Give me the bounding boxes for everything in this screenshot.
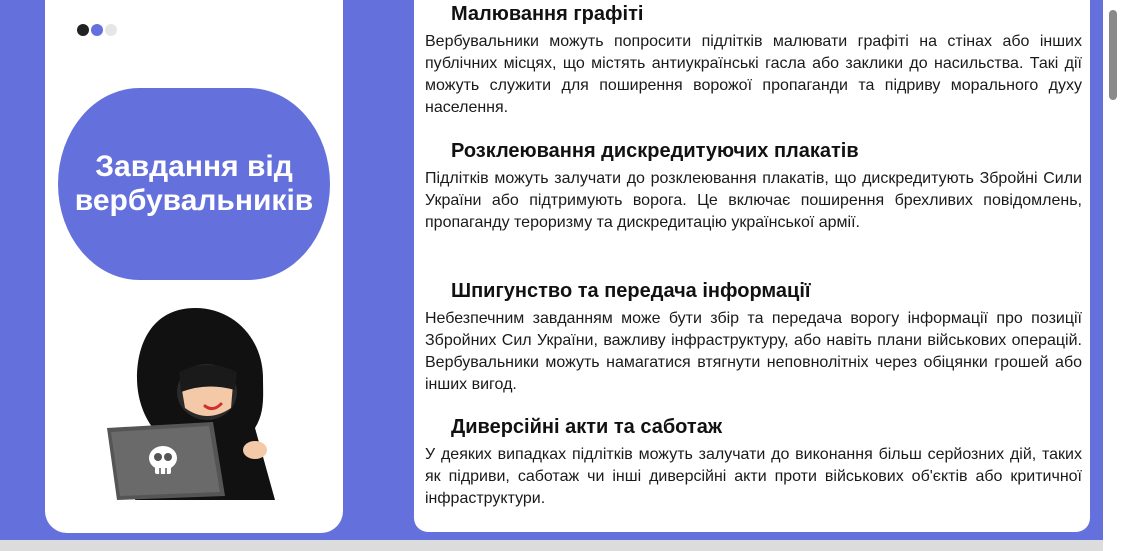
section-espionage <box>425 280 1082 396</box>
section-text: Небезпечним завданням може бути збір та передача ворогу інформації про позиції Збройних Сил України, важливу інфраструктуру, або навіть плани військових операцій. Вербувальники можуть намагатися втягнути неповнолітніх через обіцянки грошей або інших вигод. <box>425 310 1082 393</box>
page-title: Завдання від вербувальників <box>74 150 314 217</box>
section-heading: Розклеювання дискредитуючих плакатів <box>451 140 859 162</box>
title-blob <box>58 88 330 280</box>
section-heading: Диверсійні акти та саботаж <box>451 416 722 438</box>
hooded-hacker-with-laptop-icon <box>105 300 285 500</box>
section-text: Підлітків можуть залучати до розклеювання плакатів, що дискредитують Збройні Сили України або підтримують ворога. Це включає поширення брехливих повідомлень, пропаганду тероризму та дискредитацію української армії. <box>425 170 1082 231</box>
section-text: Вербувальники можуть попросити підлітків малювати графіті на стінах або інших публічних місцях, що містять антиукраїнські гасла або заклики до насильства. Такі дії можуть служити для поширення ворожої пропаганди та підриву морального духу населення. <box>425 33 1082 116</box>
section-sabotage <box>425 416 1082 510</box>
section-graffiti <box>425 3 1082 119</box>
section-text: У деяких випадках підлітків можуть залучати до виконання більш серйозних дій, таких як підриви, саботаж чи інші диверсійні акти проти військових об'єктів або критичної інфраструктури. <box>425 446 1082 507</box>
bottom-edge <box>0 540 1103 551</box>
section-posters <box>425 140 1082 234</box>
carousel-dots <box>77 24 117 36</box>
section-heading: Малювання графіті <box>451 3 644 25</box>
scrollbar-thumb[interactable] <box>1109 10 1117 100</box>
section-heading: Шпигунство та передача інформації <box>451 280 811 302</box>
scrollbar[interactable] <box>1103 0 1125 551</box>
dot-active-icon <box>91 24 103 36</box>
content-card <box>414 0 1090 532</box>
dot-icon <box>105 24 117 36</box>
dot-icon <box>77 24 89 36</box>
left-card <box>45 0 343 533</box>
